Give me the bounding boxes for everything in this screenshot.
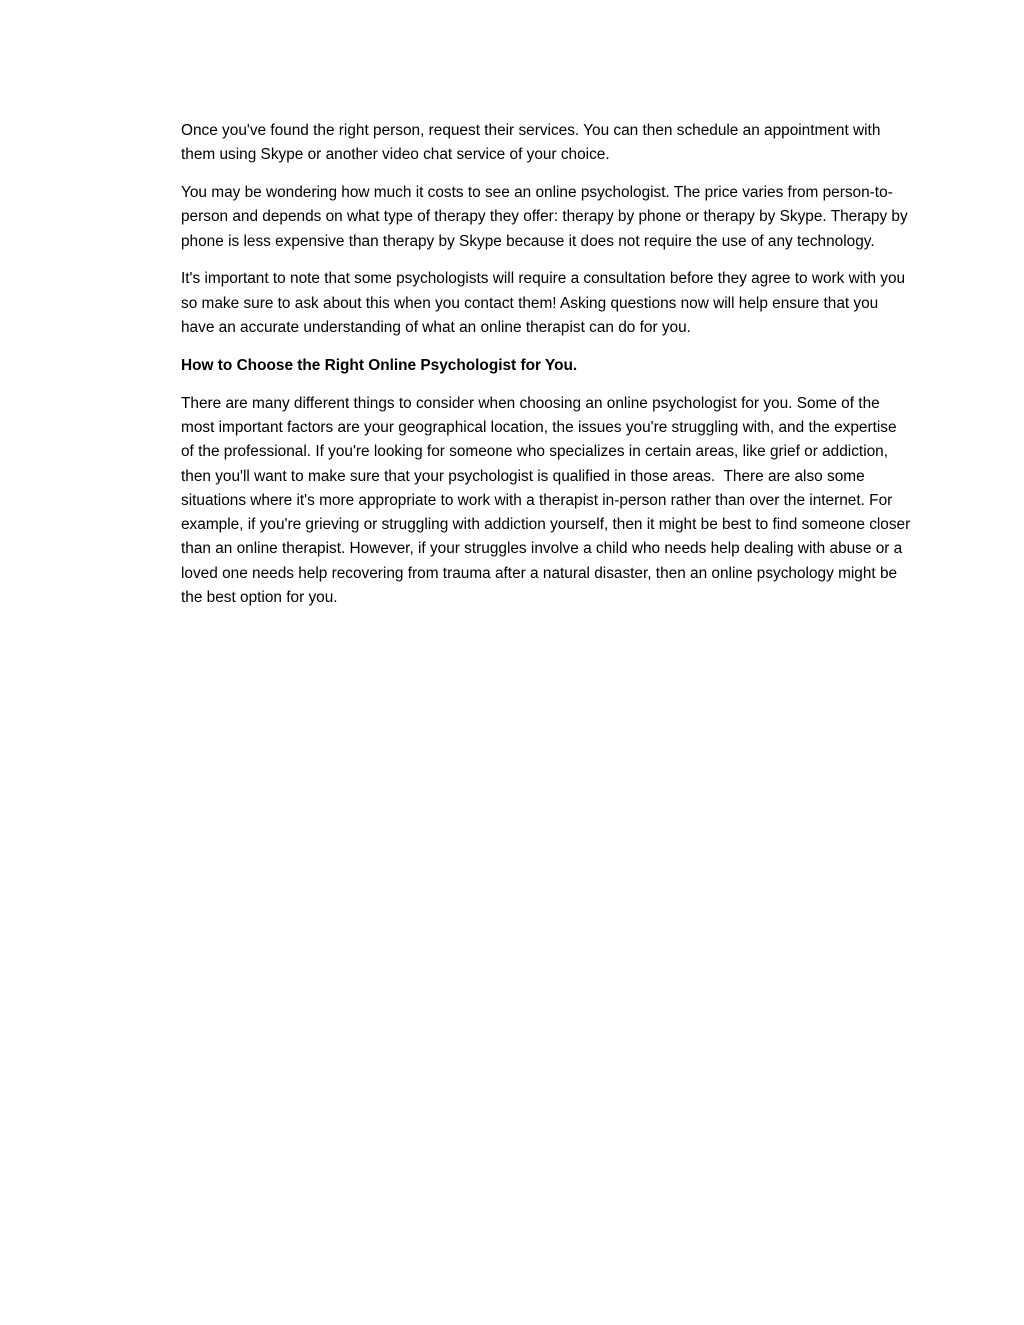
section-heading: How to Choose the Right Online Psychologist for You. bbox=[181, 356, 578, 374]
paragraph-schedule: Once you've found the right person, request their services. You can then schedule an appointment with them using Skype or another video chat service of your choice. bbox=[181, 122, 881, 164]
paragraph-cost: You may be wondering how much it costs to see an online psychologist. The price varies from person-to-person and depends on what type of therapy they offer: therapy by phone or therapy by Skype. Therapy by phone is less expensive than therapy by Skype because it does not require the use of any technology. bbox=[181, 184, 908, 250]
document-page bbox=[181, 119, 913, 624]
paragraph-consultation: It's important to note that some psychologists will require a consultation before they agree to work with you so make sure to ask about this when you contact them! Asking questions now will help ensure that you have an accurate understanding of what an online therapist can do for you. bbox=[181, 270, 906, 337]
paragraph-choosing: There are many different things to consider when choosing an online psychologist for you. Some of the most important factors are your geographical location, the issues you're struggling with, and the expertise of the professional. If you're looking for someone who specializes in certain areas, like grief or addiction, then you'll want to make sure that your psychologist is qualified in those areas. There are also some situations where it's more appropriate to work with a therapist in-person rather than over the internet. For example, if you're grieving or struggling with addiction yourself, then it might be best to find someone closer than an online therapist. However, if your struggles involve a child who needs help dealing with abuse or a loved one needs help recovering from trauma after a natural disaster, then an online psychology might be the best option for you. bbox=[181, 394, 915, 607]
